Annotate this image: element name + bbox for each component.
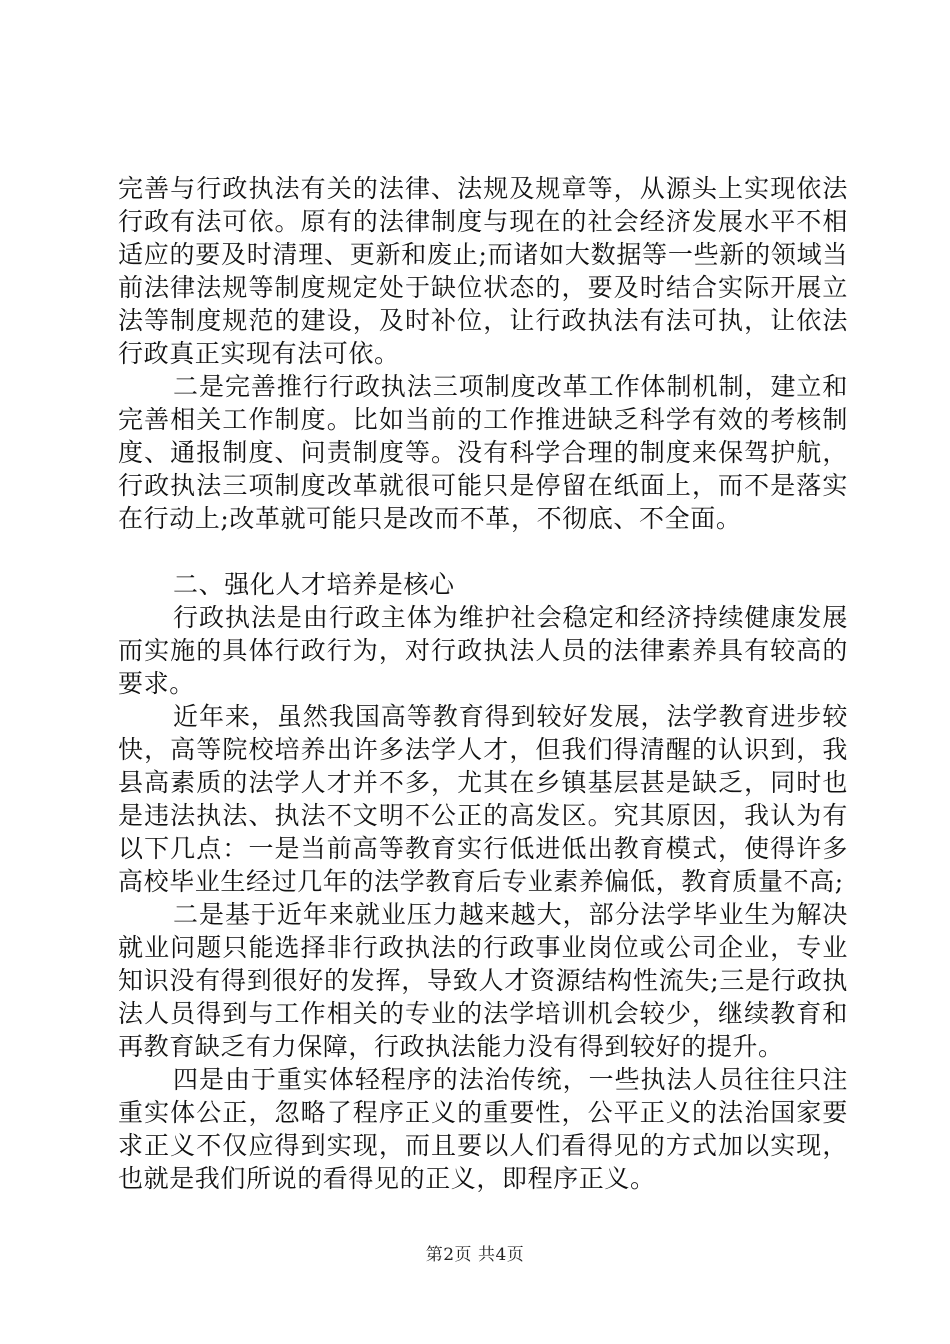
paragraph-recent-years: 近年来，虽然我国高等教育得到较好发展，法学教育进步较快，高等院校培养出许多法学人才，但我们得清醒的认识到，我县高素质的法学人才并不多，尤其在乡镇基层甚是缺乏，同时也是违法执法、执法不文明不公正的高发区。究其原因，我认为有以下几点：一是当前高等教育实行低进低出教育模式，使得许多高校毕业生经过几年的法学教育后专业素养偏低，教育质量不高;	[118, 702, 848, 896]
paragraph-procedural-justice: 四是由于重实体轻程序的法治传统，一些执法人员往往只注重实体公正，忽略了程序正义的重要性，公平正义的法治国家要求正义不仅应得到实现，而且要以人们看得见的方式加以实现，也就是我们所说的看得见的正义，即程序正义。	[118, 1065, 848, 1193]
page-number-footer: 第2页 共4页	[425, 1245, 525, 1265]
document-body	[118, 172, 848, 1195]
paragraph-continuation: 完善与行政执法有关的法律、法规及规章等，从源头上实现依法行政有法可依。原有的法律制度与现在的社会经济发展水平不相适应的要及时清理、更新和废止;而诸如大数据等一些新的领域当前法律法规等制度规定处于缺位状态的，要及时结合实际开展立法等制度规范的建设，及时补位，让行政执法有法可执，让依法行政真正实现有法可依。	[118, 174, 848, 368]
paragraph-employment-pressure: 二是基于近年来就业压力越来越大，部分法学毕业生为解决就业问题只能选择非行政执法的行政事业岗位或公司企业，专业知识没有得到很好的发挥，导致人才资源结构性流失;三是行政执法人员得到与工作相关的专业的法学培训机会较少，继续教育和再教育缺乏有力保障，行政执法能力没有得到较好的提升。	[118, 900, 848, 1061]
paragraph-point-two: 二是完善推行行政执法三项制度改革工作体制机制，建立和完善相关工作制度。比如当前的工作推进缺乏科学有效的考核制度、通报制度、问责制度等。没有科学合理的制度来保驾护航，行政执法三项制度改革就很可能只是停留在纸面上，而不是落实在行动上;改革就可能只是改而不革，不彻底、不全面。	[118, 372, 848, 533]
paragraph-admin-enforcement: 行政执法是由行政主体为维护社会稳定和经济持续健康发展而实施的具体行政行为，对行政执法人员的法律素养具有较高的要求。	[118, 603, 848, 698]
section-heading-talent-training: 二、强化人才培养是核心	[173, 570, 455, 599]
